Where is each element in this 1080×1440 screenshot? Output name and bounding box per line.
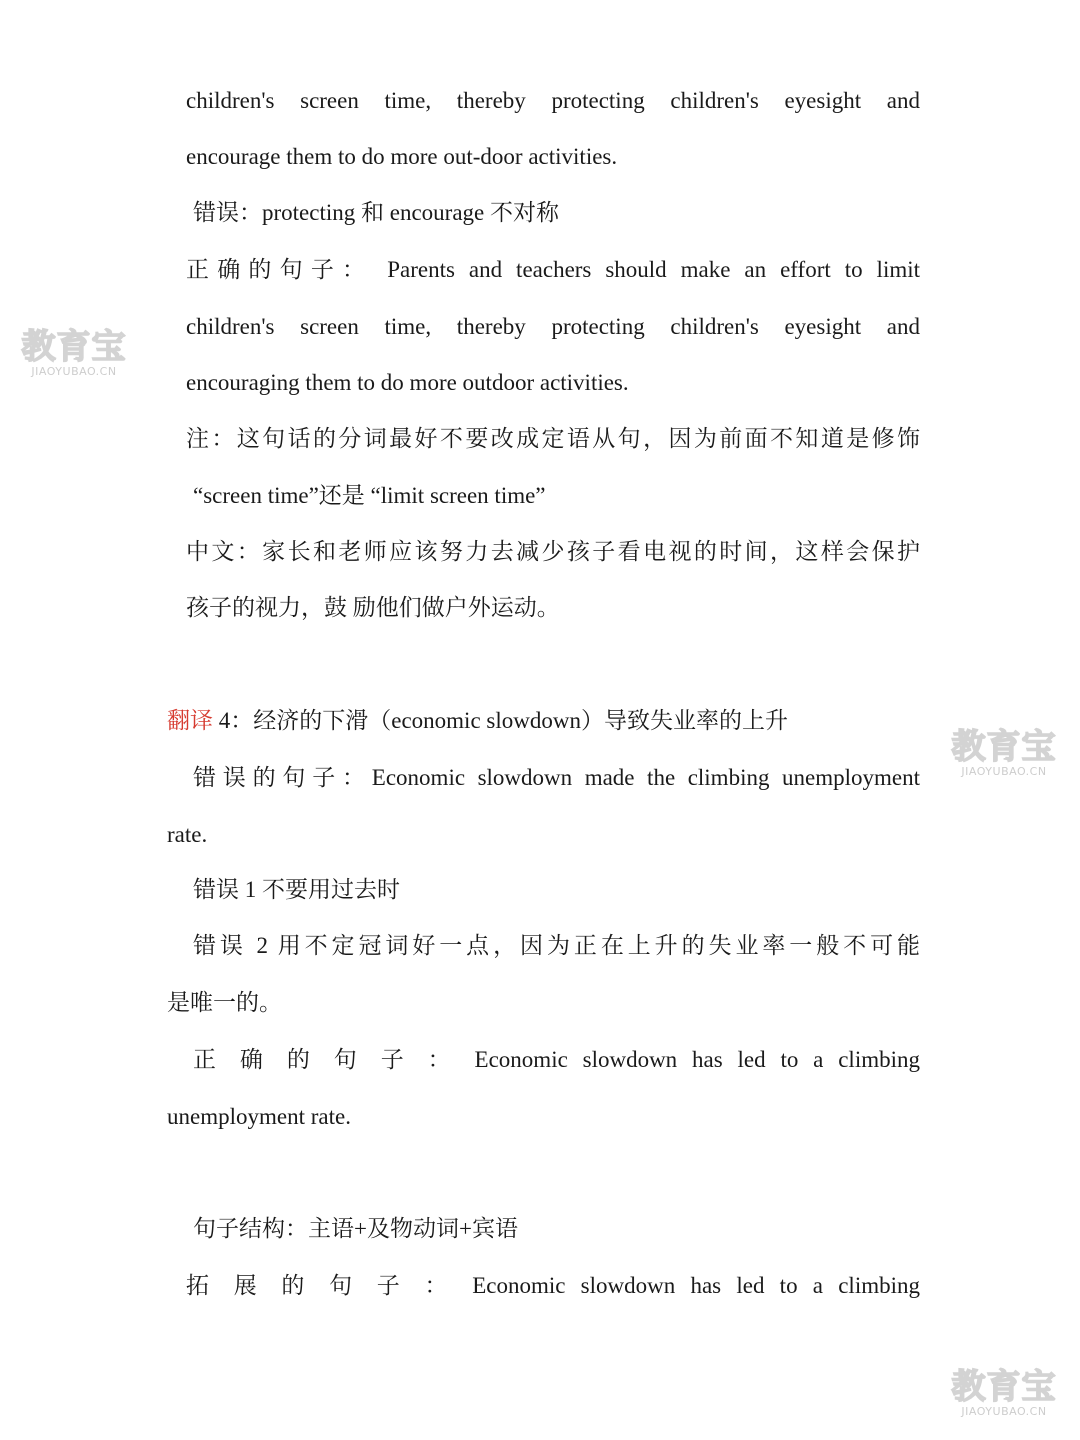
error-1: 错误 1 不要用过去时 (193, 877, 400, 902)
text-line: children's screen time, thereby protecting children's eyesight and (186, 88, 920, 113)
watermark-url: JIAOYUBAO.CN (31, 365, 117, 378)
text-line: children's screen time, thereby protecting children's eyesight and (186, 314, 920, 339)
note-line: 注：这句话的分词最好不要改成定语从句，因为前面不知道是修饰 (186, 426, 920, 451)
watermark-logo: 教育宝 (951, 1367, 1057, 1407)
sentence-structure: 句子结构：主语+及物动词+宾语 (193, 1216, 518, 1241)
watermark-url: JIAOYUBAO.CN (961, 1405, 1047, 1418)
section-title: 4：经济的下滑（economic slowdown）导致失业率的上升 (218, 708, 788, 733)
section-heading (167, 706, 788, 736)
wrong-sentence: 错误的句子：Economic slowdown made the climbing unemployment (193, 765, 920, 790)
text-line: rate. (167, 822, 208, 847)
section-label: 翻译 (167, 708, 213, 733)
error-note: 错误：protecting 和 encourage 不对称 (193, 200, 559, 225)
text-line: “screen time”还是 “limit screen time” (193, 483, 546, 508)
watermark-logo: 教育宝 (21, 327, 127, 367)
text-line: unemployment rate. (167, 1104, 351, 1129)
watermark-right-top (948, 728, 1060, 778)
watermark-url: JIAOYUBAO.CN (961, 765, 1047, 778)
text-line: 是唯一的。 (167, 990, 282, 1015)
extended-sentence: 拓 展 的 句 子 ： Economic slowdown has led to a climbing (186, 1273, 920, 1298)
error-2: 错误 2 用不定冠词好一点，因为正在上升的失业率一般不可能 (193, 933, 920, 958)
correct-sentence: 正 确 的 句 子 ： Economic slowdown has led to a climbing (193, 1047, 920, 1072)
watermark-logo: 教育宝 (951, 727, 1057, 767)
correct-sentence: 正确的句子： Parents and teachers should make an effort to limit (186, 257, 920, 282)
chinese-translation: 中文：家长和老师应该努力去减少孩子看电视的时间，这样会保护 (186, 539, 920, 564)
text-line: 孩子的视力，鼓 励他们做户外运动。 (186, 595, 560, 620)
text-line: encourage them to do more out-door activities. (186, 144, 618, 169)
watermark-left (18, 328, 130, 378)
text-line: encouraging them to do more outdoor activities. (186, 370, 629, 395)
watermark-right-bottom (948, 1368, 1060, 1418)
